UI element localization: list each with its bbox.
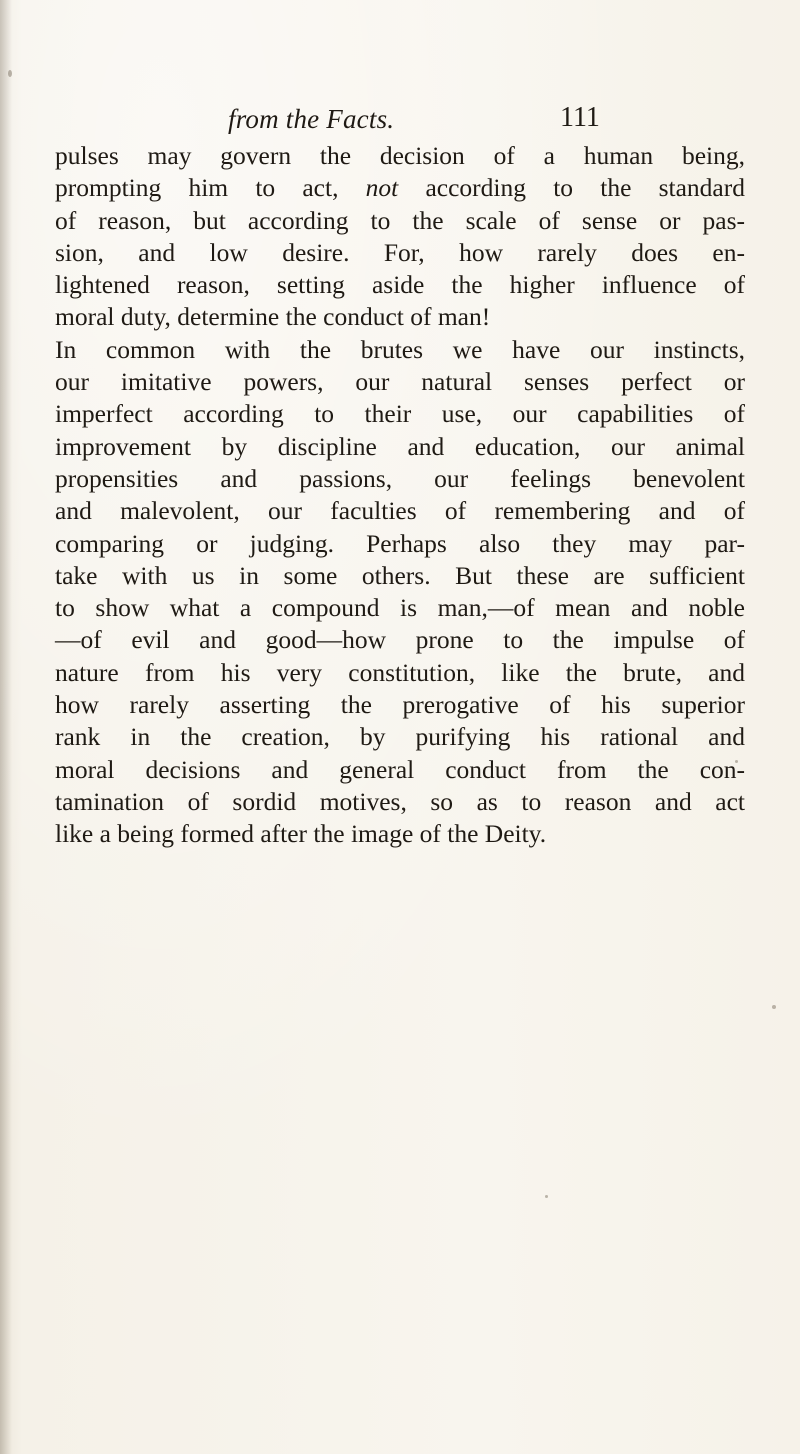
text-line: take with us in some others. But these are sufficient	[55, 560, 745, 590]
page-gutter-shadow	[0, 0, 12, 1454]
text-line: pulses may govern the decision of a human being,	[55, 141, 745, 170]
text-line: lightened reason, setting aside the higher influence of	[55, 270, 745, 300]
paper-speck	[735, 760, 738, 763]
paper-speck	[772, 1005, 776, 1009]
text-line: and malevolent, our faculties of remembering and of	[55, 496, 745, 526]
text-line: moral decisions and general conduct from the con-	[55, 754, 745, 784]
text-line: tamination of sordid motives, so as to reason and act	[55, 786, 745, 816]
emphasis-text: not	[365, 173, 399, 203]
text-line: moral duty, determine the conduct of man!	[55, 302, 491, 332]
text-line: like a being formed after the image of the Deity.	[55, 819, 547, 849]
text-line: In common with the brutes we have our instincts,	[55, 334, 745, 364]
text-line: of reason, but according to the scale of sense or pas-	[55, 205, 745, 235]
text-line: prompting him to act, not according to the standard	[55, 173, 745, 203]
text-line: —of evil and good—how prone to the impulse of	[55, 625, 745, 655]
text-line: comparing or judging. Perhaps also they may par-	[55, 528, 745, 558]
text-line: improvement by discipline and education, our animal	[55, 431, 745, 461]
running-title: from the Facts.	[228, 104, 395, 134]
text-line: nature from his very constitution, like the brute, and	[55, 657, 745, 687]
page-number: 111	[560, 102, 600, 133]
text-line: imperfect according to their use, our capabilities of	[55, 399, 745, 429]
paper-speck	[8, 70, 12, 77]
text-line: propensities and passions, our feelings benevolent	[55, 463, 745, 493]
paper-speck	[545, 1195, 548, 1198]
body-text	[55, 140, 745, 860]
text-line: sion, and low desire. For, how rarely does en-	[55, 237, 745, 267]
text-line: to show what a compound is man,—of mean and noble	[55, 593, 745, 623]
running-head	[228, 104, 628, 144]
text-line: rank in the creation, by purifying his rational and	[55, 722, 745, 752]
text-line: our imitative powers, our natural senses perfect or	[55, 367, 745, 397]
text-line: how rarely asserting the prerogative of his superior	[55, 690, 745, 720]
